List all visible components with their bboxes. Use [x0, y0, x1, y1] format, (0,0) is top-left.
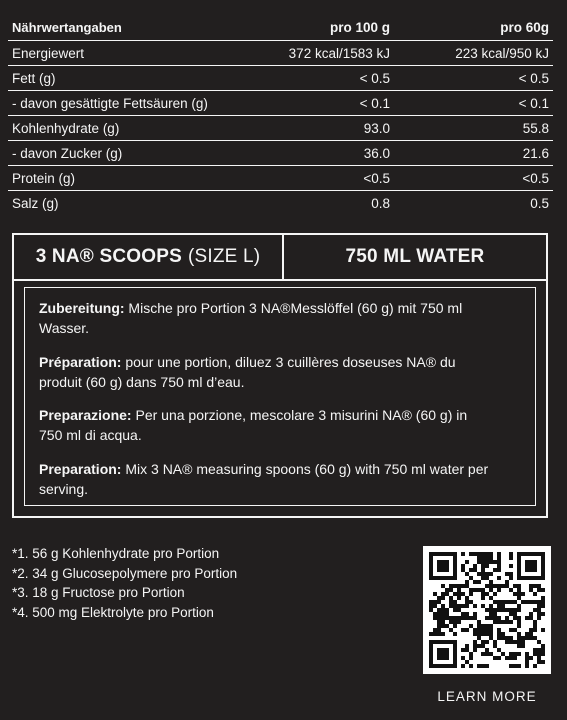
scoop-size: (SIZE L) — [187, 246, 261, 267]
nutrition-per60: < 0.1 — [518, 95, 549, 111]
nutrition-row-sugar — [8, 141, 553, 166]
dosage-box — [12, 233, 548, 518]
instruction-text: pour une portion, diluez 3 cuillères doseuses NA® du produit (60 g) dans 750 ml d’eau. — [39, 354, 456, 390]
nutrition-label: - davon gesättigte Fettsäuren (g) — [12, 95, 208, 111]
nutrition-per100: 36.0 — [363, 145, 390, 161]
nutrition-per100: 93.0 — [363, 120, 390, 136]
nutrition-per100: <0.5 — [363, 170, 390, 186]
qr-code-icon[interactable] — [423, 546, 551, 674]
nutrition-label: Fett (g) — [12, 70, 56, 86]
instruction-text: Mix 3 NA® measuring spoons (60 g) with 750 ml water per serving. — [39, 461, 489, 497]
instruction-title: Préparation: — [39, 354, 122, 370]
footnote: *2. 34 g Glucosepolymere pro Portion — [12, 565, 238, 581]
instruction-title: Preparation: — [39, 461, 122, 477]
dosage-header — [14, 235, 546, 281]
water-cell: 750 ML WATER — [345, 246, 485, 267]
nutrition-header-per60: pro 60g — [500, 19, 549, 35]
nutrition-per100: 0.8 — [371, 195, 390, 211]
nutrition-row-carbs — [8, 116, 553, 141]
nutrition-label: Energiewert — [12, 45, 85, 61]
nutrition-label: Salz (g) — [12, 195, 59, 211]
nutrition-label: - davon Zucker (g) — [12, 145, 123, 161]
scoops-count: 3 NA® SCOOPS — [35, 246, 182, 267]
nutrition-row-protein — [8, 166, 553, 191]
footnote: *4. 500 mg Elektrolyte pro Portion — [12, 604, 214, 620]
nutrition-per100: 372 kcal/1583 kJ — [288, 45, 390, 61]
instruction-text: Per una porzione, mescolare 3 misurini NA® (60 g) in 750 ml di acqua. — [39, 407, 468, 443]
nutrition-per100: < 0.1 — [359, 95, 390, 111]
instruction-it — [39, 405, 489, 445]
nutrition-table — [8, 14, 553, 215]
nutrition-row-saturated-fat — [8, 91, 553, 116]
nutrition-header-per100: pro 100 g — [329, 19, 390, 35]
nutrition-row-energy — [8, 41, 553, 66]
nutrition-per60: 0.5 — [530, 195, 549, 211]
nutrition-per60: <0.5 — [522, 170, 549, 186]
qr-code-graphic — [429, 552, 545, 668]
footnotes — [12, 544, 237, 622]
scoops-cell — [14, 235, 284, 279]
instructions-panel — [24, 287, 536, 506]
footnote: *3. 18 g Fructose pro Portion — [12, 585, 185, 600]
nutrition-per60: 223 kcal/950 kJ — [455, 45, 549, 61]
footnote: *1. 56 g Kohlenhydrate pro Portion — [12, 546, 220, 561]
instruction-title: Zubereitung: — [39, 300, 125, 316]
nutrition-label: Protein (g) — [12, 170, 76, 186]
nutrition-header-label: Nährwertangaben — [12, 19, 122, 35]
nutrition-label: Kohlenhydrate (g) — [12, 120, 120, 136]
instruction-text: Mische pro Portion 3 NA®Messlöffel (60 g) mit 750 ml Wasser. — [39, 300, 463, 336]
nutrition-row-salt — [8, 191, 553, 215]
nutrition-per60: 55.8 — [522, 120, 549, 136]
instruction-de — [39, 298, 489, 338]
nutrition-header-row — [8, 14, 553, 41]
nutrition-per60: < 0.5 — [518, 70, 549, 86]
instruction-fr — [39, 352, 489, 392]
nutrition-per100: < 0.5 — [359, 70, 390, 86]
instruction-en — [39, 459, 489, 499]
learn-more-link[interactable]: LEARN MORE — [437, 689, 537, 704]
instruction-title: Preparazione: — [39, 407, 132, 423]
nutrition-row-fat — [8, 66, 553, 91]
nutrition-per60: 21.6 — [522, 145, 549, 161]
